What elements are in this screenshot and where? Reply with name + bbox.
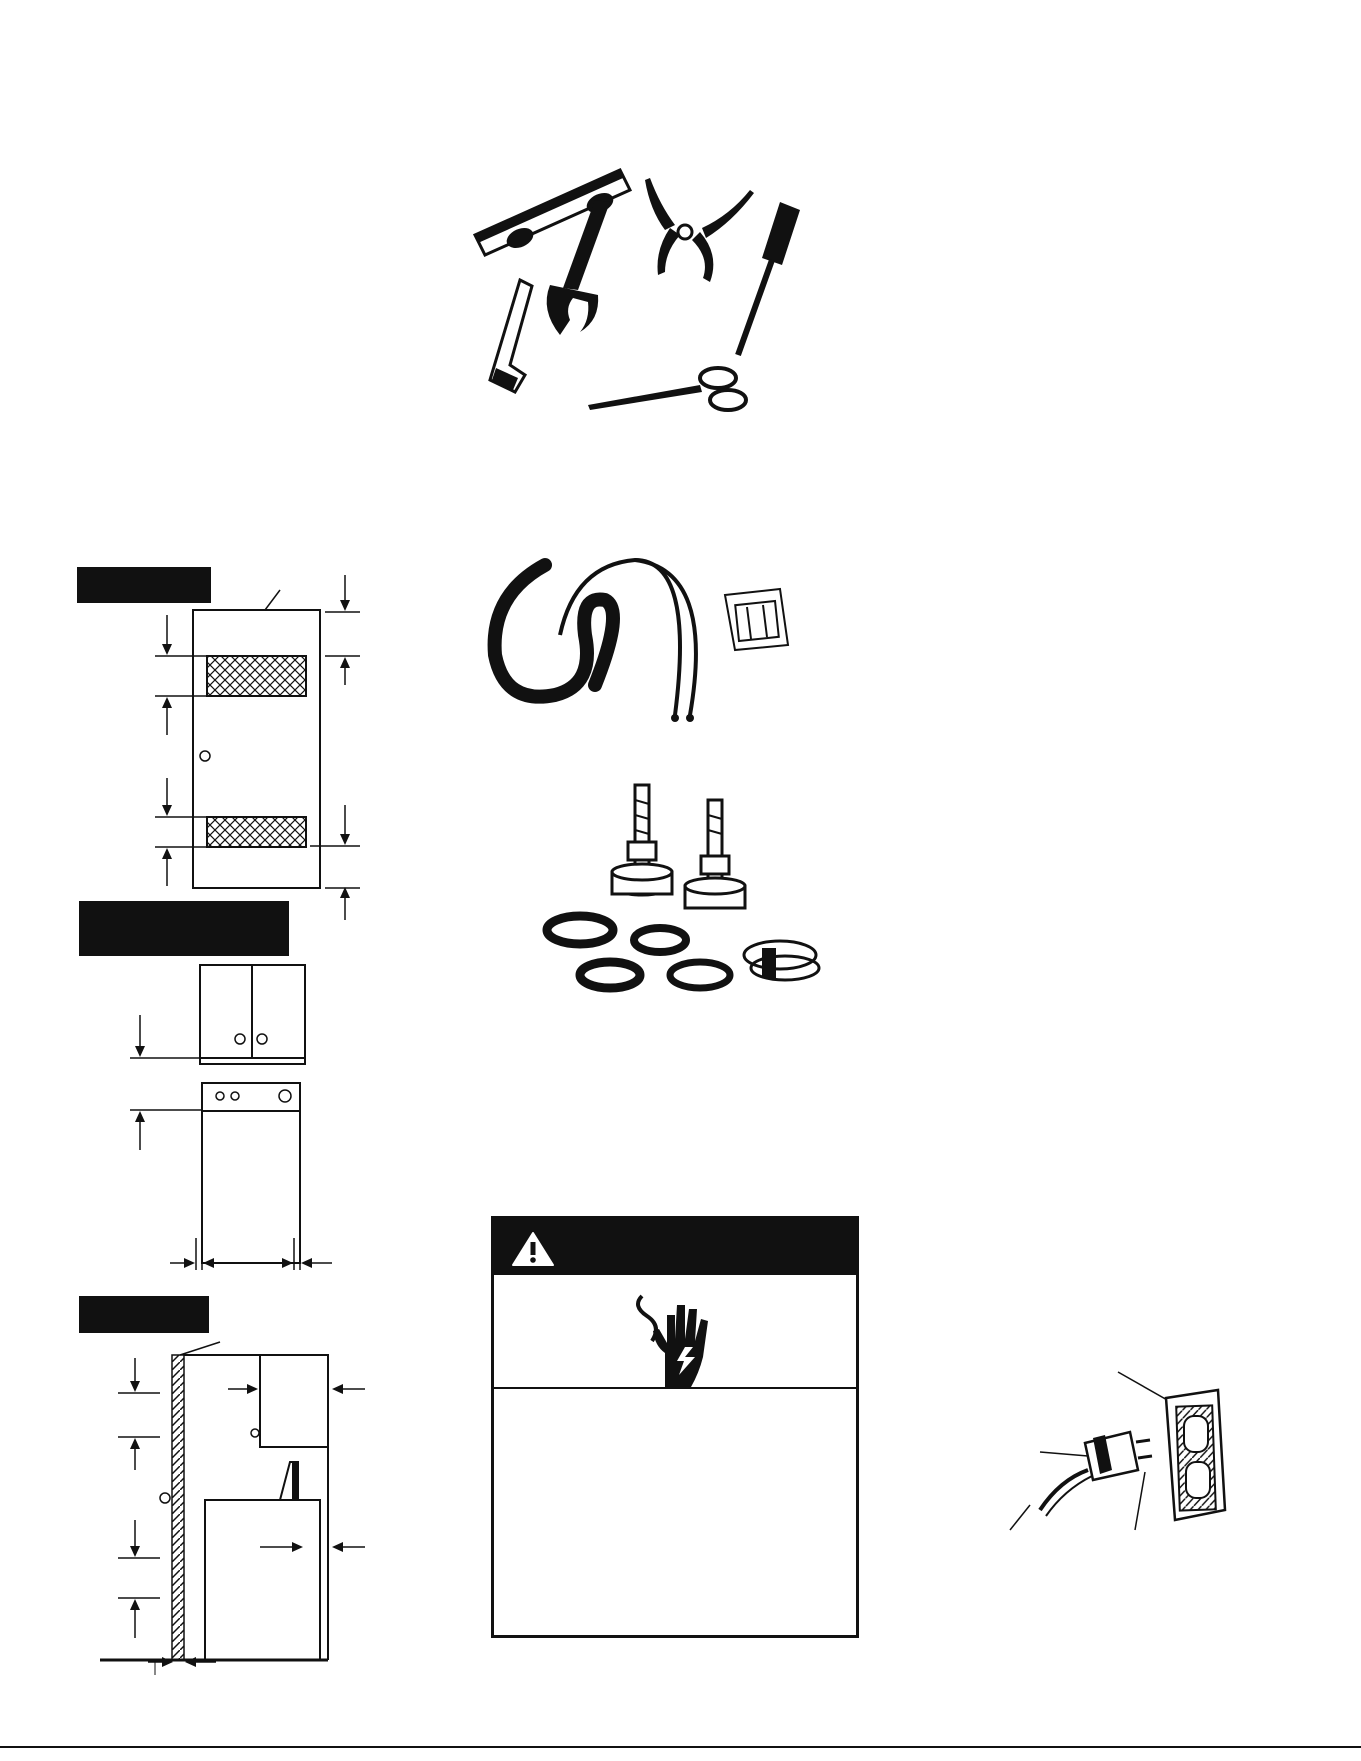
- warning-box: [491, 1216, 859, 1638]
- warning-triangle-icon: [511, 1231, 555, 1267]
- leveling-leg-icon: [685, 800, 745, 908]
- drain-hose-icon: [495, 565, 613, 697]
- recessed-installation-diagram: [100, 1330, 380, 1680]
- washer-icon: [547, 916, 730, 988]
- warning-divider: [494, 1387, 856, 1389]
- figure-label-box: [79, 1296, 209, 1333]
- closet-door-diagram: [145, 560, 370, 890]
- hardware-illustration: [540, 780, 830, 1000]
- plug-icon: [1040, 1432, 1152, 1516]
- warning-header: [494, 1219, 856, 1275]
- leveling-leg-icon: [612, 785, 672, 895]
- level-icon: [475, 170, 630, 255]
- pliers-icon: [645, 178, 754, 282]
- cabinet-installation-diagram: [120, 955, 345, 1285]
- electrical-shock-hand-icon: [627, 1291, 727, 1391]
- tools-illustration: [470, 160, 860, 430]
- figure-label-box: [79, 901, 289, 956]
- utility-knife-icon: [490, 280, 532, 392]
- hose-clamp-icon: [744, 941, 819, 980]
- closet-door-lower-arrow: [335, 885, 355, 925]
- parts-packet-icon: [725, 589, 788, 650]
- page-bottom-rule: [0, 1746, 1361, 1748]
- scissors-icon: [588, 368, 746, 410]
- grounded-outlet-diagram: [1000, 1370, 1240, 1630]
- screwdriver-icon: [738, 202, 800, 355]
- hoses-illustration: [485, 555, 815, 730]
